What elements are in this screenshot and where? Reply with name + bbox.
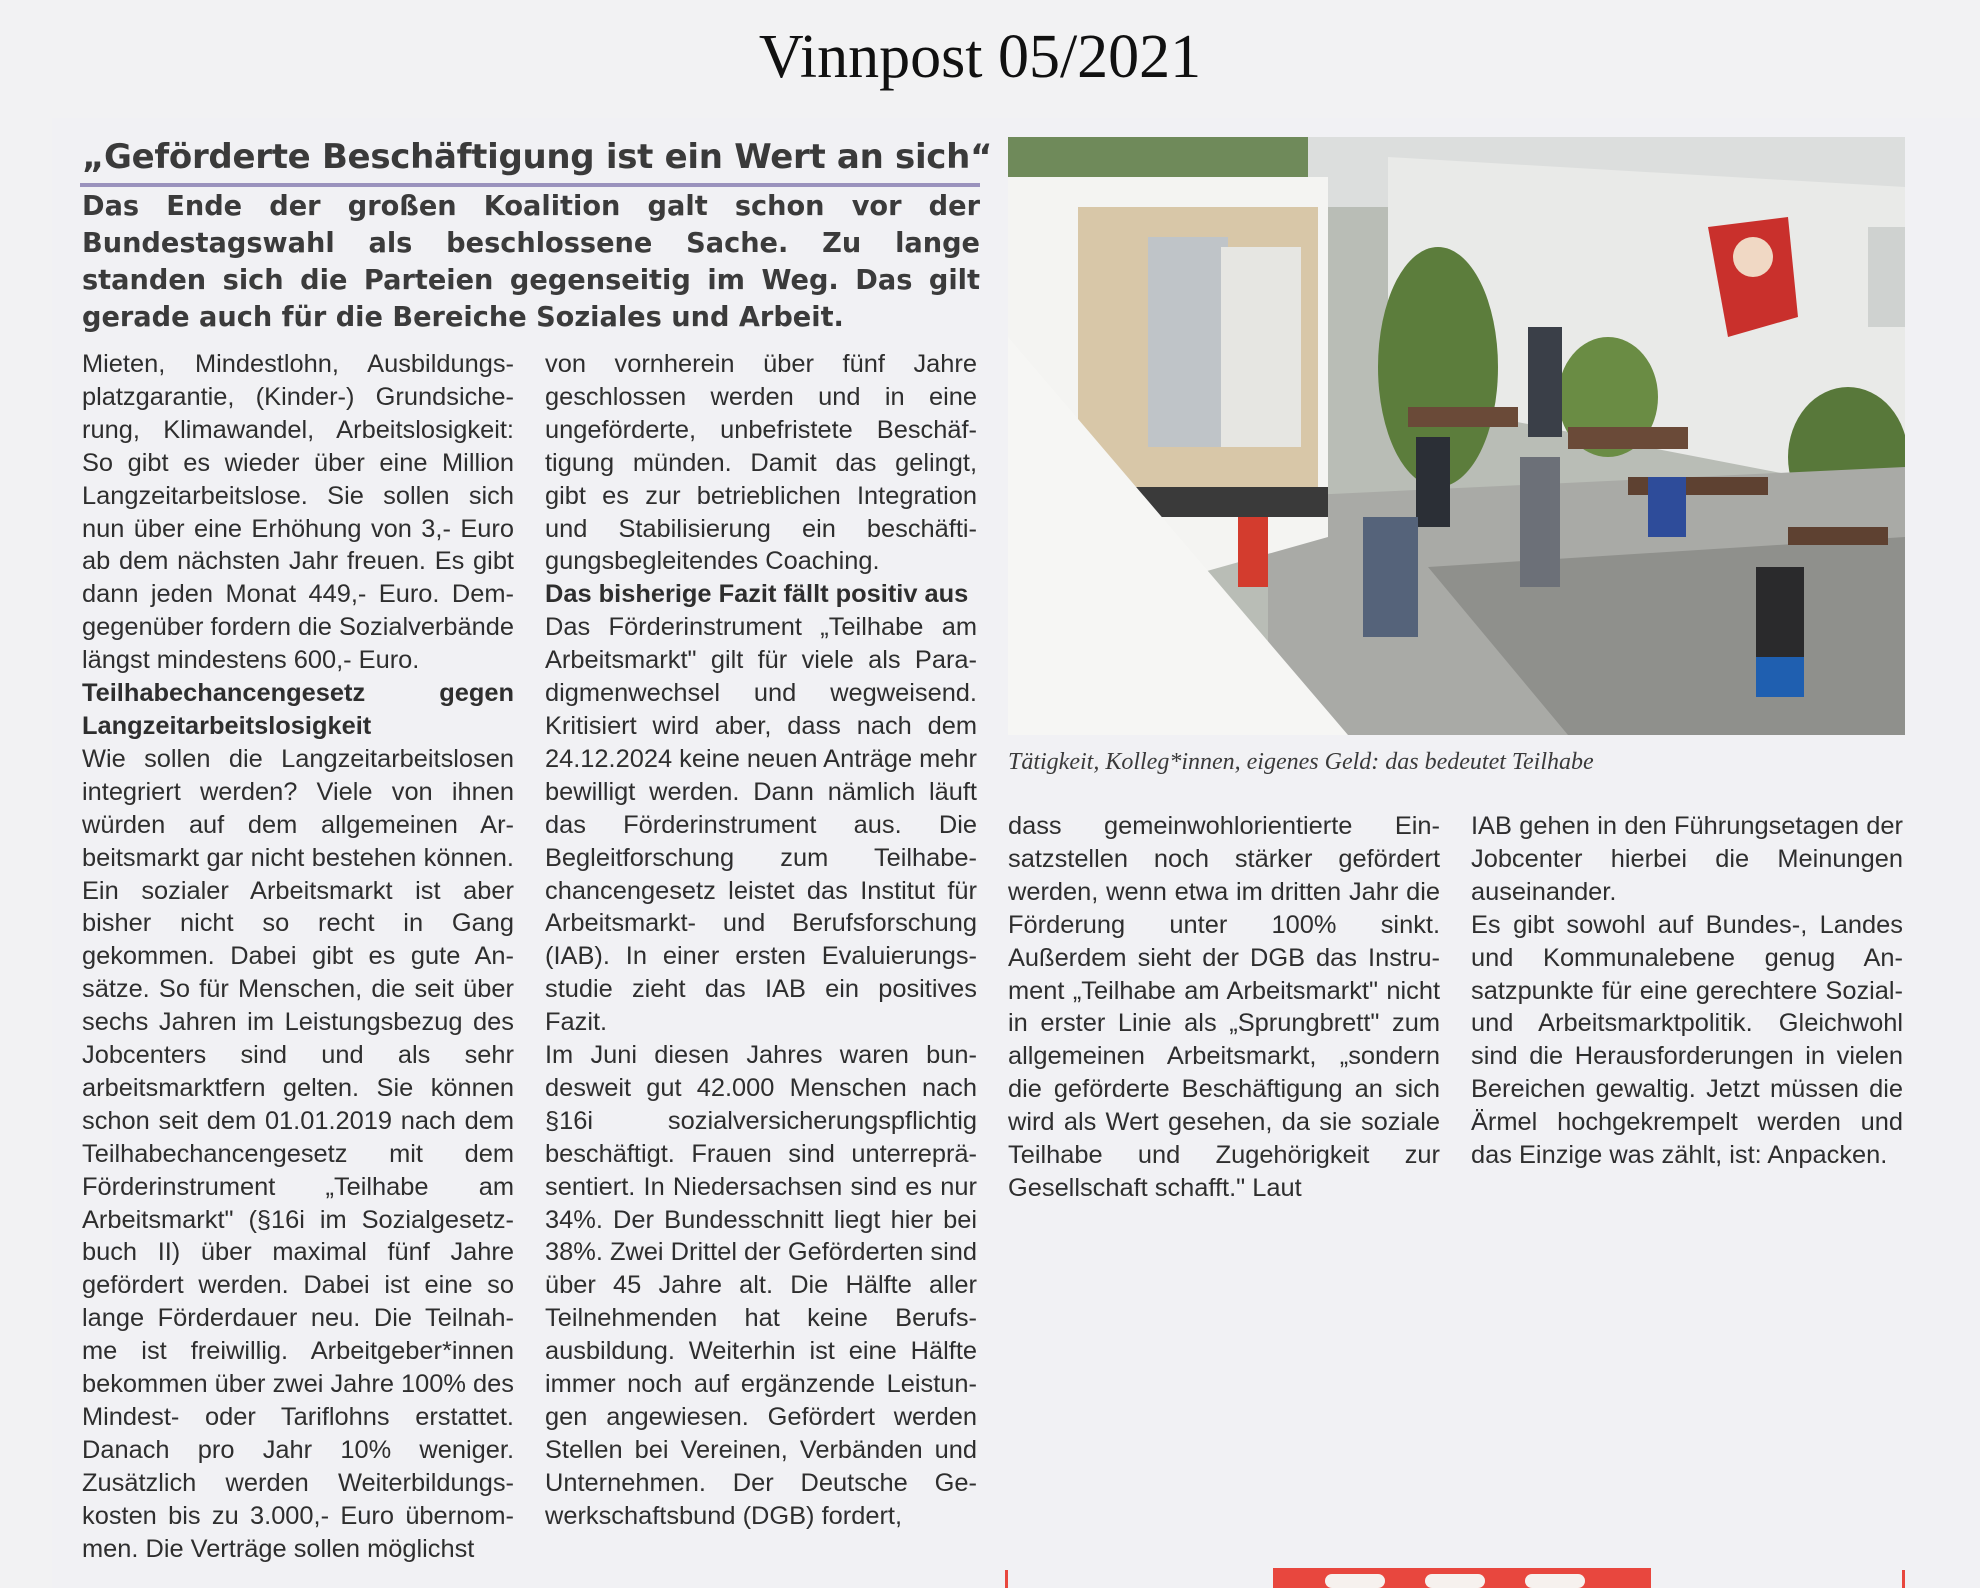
paragraph: Mieten, Mindestlohn, Ausbildungsplatzgarantie, (Kinder-) Grundsicherung, Klimawandel, Arbeitslosigkeit: So gibt es wieder über eine Million Langzeitarbeitslose. Sie sollen sich nun über eine Erhöhung von 3,- Euro ab dem nächsten Jahr freuen. Es gibt dann jeden Monat 449,- Euro. Demgegenüber fordern die Sozialverbände längst mindestens 600,- Euro.	[82, 350, 514, 675]
article-photo	[1008, 137, 1905, 735]
paragraph: Wie sollen die Langzeitarbeitslosen integriert werden? Viele von ihnen würden auf dem allgemeinen Arbeitsmarkt gar nicht bestehen können. Ein sozialer Arbeitsmarkt ist aber bisher nicht so recht in Gang gekommen. Dabei gibt es gute Ansätze. So für Menschen, die seit über sechs Jahren im Leistungsbezug des Jobcenters sind und als sehr arbeitsmarktfern gelten. Sie können schon seit dem 01.01.2019 nach dem Teilhabechancengesetz mit dem Förderinstrument „Teilhabe am Arbeitsmarkt" (§16i im Sozialgesetzbuch II) über maximal fünf Jahre gefördert werden. Dabei ist eine so lange Förderdauer neu. Die Teilnahme ist freiwillig. Arbeitgeber*innen bekommen über zwei Jahre 100% des Mindest- oder Tariflohns erstattet. Danach pro Jahr 10% weniger. Zusätzlich werden Weiterbildungskosten bis zu 3.000,- Euro übernommen. Die Verträge sollen möglichst	[82, 744, 514, 1563]
subheading: Teilhabechancengesetz gegen Langzeitarbeitslosigkeit	[82, 679, 514, 740]
paragraph: Im Juni diesen Jahres waren bundesweit gut 42.000 Menschen nach §16i sozialversicherungspflichtig beschäftigt. Frauen sind unterrepräsentiert. In Niedersachsen sind es nur 34%. Der Bundesschnitt liegt hier bei 38%. Zwei Drittel der Geförderten sind über 45 Jahre alt. Die Hälfte aller Teilnehmenden hat keine Berufsausbildung. Weiterhin ist eine Hälfte immer noch auf ergänzende Leistungen angewiesen. Gefördert werden Stellen bei Vereinen, Verbänden und Unternehmen. Der Deutsche Gewerkschaftsbund (DGB) fordert,	[545, 1041, 977, 1530]
next-advert-edge	[1005, 1566, 1905, 1588]
article-title: „Geförderte Beschäftigung ist ein Wert an sich“	[82, 137, 993, 177]
photo-illustration	[1008, 137, 1905, 735]
paragraph: Es gibt sowohl auf Bundes-, Landes und Kommunalebene genug Ansatzpunkte für eine gerechtere Sozial- und Arbeitsmarktpolitik. Gleichwohl sind die Herausforderungen in vielen Bereichen gewaltig. Jetzt müssen die Ärmel hochgekrempelt werden und das Einzige was zählt, ist: Anpacken.	[1471, 910, 1903, 1170]
paragraph: dass gemeinwohlorientierte Einsatzstellen noch stärker gefördert werden, wenn etwa im dritten Jahr die Förderung unter 100% sinkt. Außerdem sieht der DGB das Instrument „Teilhabe am Arbeitsmarkt" nicht in erster Linie als „Sprungbrett" zum allgemeinen Arbeitsmarkt, „sondern die geförderte Beschäftigung an sich wird als Wert gesehen, da sie soziale Teilhabe und Zugehörigkeit zur Gesellschaft schafft." Laut	[1008, 812, 1440, 1202]
text-column-4	[1471, 810, 1903, 1172]
title-underline	[80, 183, 980, 187]
text-column-2	[545, 348, 977, 1533]
paragraph: IAB gehen in den Führungsetagen der Jobcenter hierbei die Meinungen auseinander.	[1471, 812, 1903, 906]
subheading: Das bisherige Fazit fällt positiv aus	[545, 580, 969, 609]
photo-caption: Tätigkeit, Kolleg*innen, eigenes Geld: das bedeutet Teilhabe	[1008, 749, 1594, 775]
text-column-3	[1008, 810, 1440, 1205]
publication-header: Vinnpost 05/2021	[758, 23, 1202, 91]
article-lead: Das Ende der großen Koalition galt schon vor der Bundestagswahl als beschlossene Sache. Zu lange standen sich die Parteien gegenseitig im Weg. Das gilt gerade auch für die Bereiche Soziales und Arbeit.	[82, 191, 980, 333]
text-column-1	[82, 348, 514, 1566]
paragraph: von vornherein über fünf Jahre geschlossen werden und in eine ungeförderte, unbefristete Beschäftigung münden. Damit das gelingt, gibt es zur betrieblichen Integration und Stabilisierung ein beschäftigungsbegleitendes Coaching.	[545, 350, 977, 576]
paragraph: Das Förderinstrument „Teilhabe am Arbeitsmarkt" gilt für viele als Paradigmenwechsel und wegweisend. Kritisiert wird aber, dass nach dem 24.12.2024 keine neuen Anträge mehr bewilligt werden. Dann nämlich läuft das Förderinstrument aus. Die Begleitforschung zum Teilhabechancengesetz leistet das Institut für Arbeitsmarkt- und Berufsforschung (IAB). In einer ersten Evaluierungsstudie zieht das IAB ein positives Fazit.	[545, 613, 977, 1037]
